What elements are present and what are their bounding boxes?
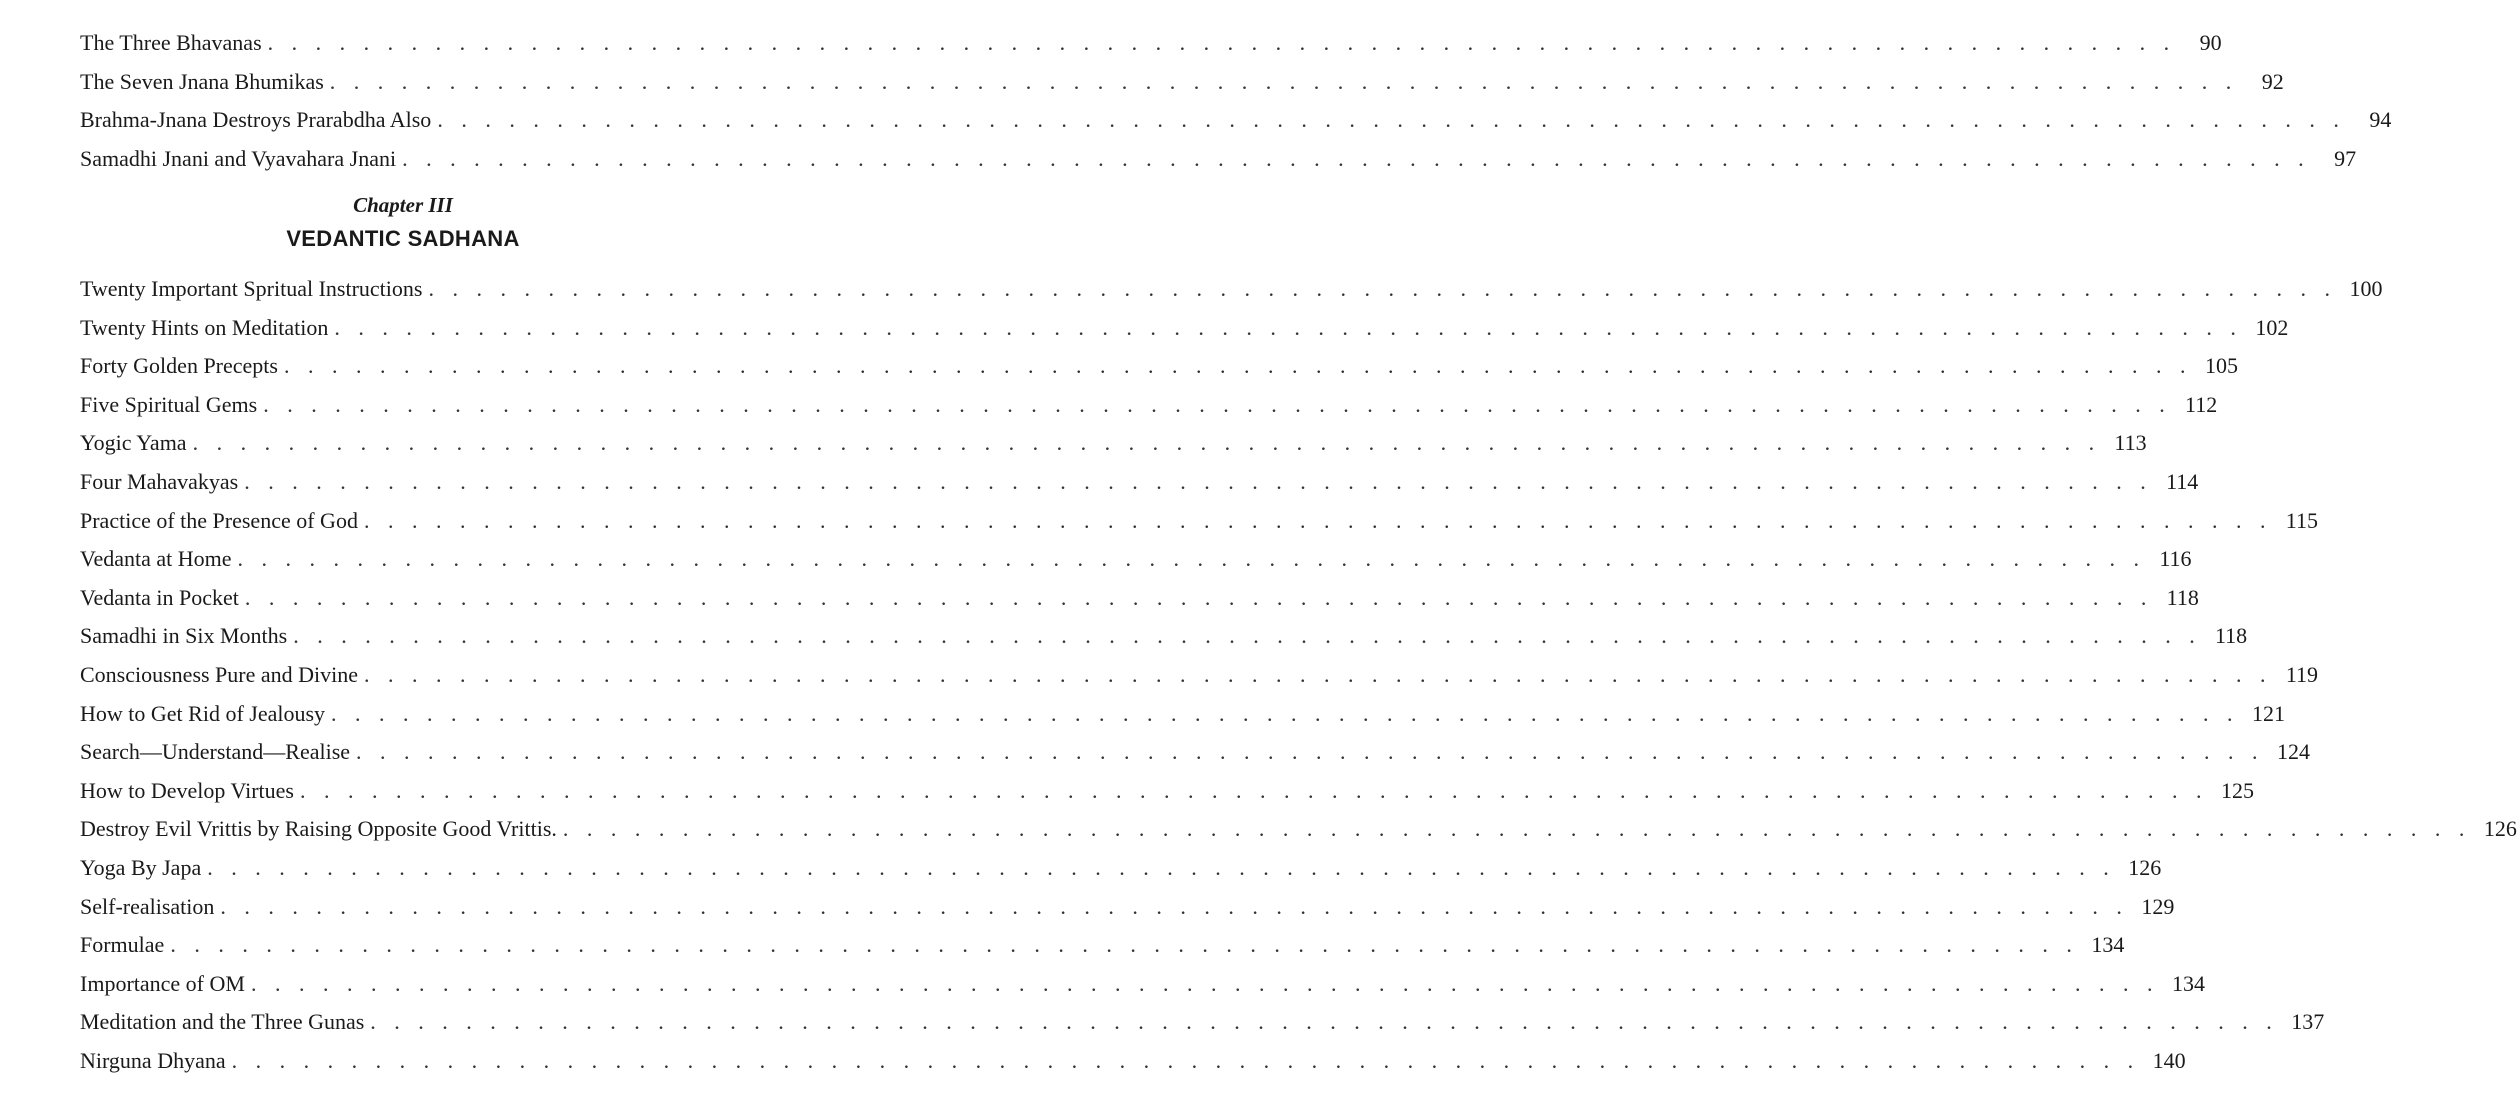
entry-title: Meditation and the Three Gunas <box>80 1009 365 1035</box>
entry-title: Brahma-Jnana Destroys Prarabdha Also <box>80 107 432 132</box>
entry-page: 113 <box>2114 430 2147 456</box>
entry-page: 129 <box>2141 893 2175 919</box>
entry-title: Destroy Evil Vrittis by Raising Opposite Good Vrittis. <box>80 816 557 842</box>
chapter-label: Chapter III <box>353 193 453 217</box>
entry-title: The Seven Jnana Bhumikas <box>80 68 324 94</box>
toc-entry <box>80 1046 2186 1076</box>
entry-page: 90 <box>2199 30 2222 55</box>
toc-entry <box>80 428 2147 458</box>
entry-page: 118 <box>2166 584 2199 610</box>
toc-entry <box>80 390 2218 420</box>
toc-entry <box>80 1007 2325 1037</box>
entry-page: 121 <box>2252 700 2286 726</box>
entry-title: Formulae <box>80 932 165 958</box>
dot-leader: . . . . . . . . . . . . . . . . . . . . . . . . . . . . . . . . . . . . . . . . . . . . . . . . . . . . . . . . . . . . . . . . . . . . . . . . . . . . . . . . <box>283 353 2192 379</box>
toc-entry <box>80 737 2311 767</box>
toc-entry <box>80 274 2383 304</box>
entry-page: 116 <box>2159 546 2192 572</box>
dot-leader: . . . . . . . . . . . . . . . . . . . . . . . . . . . . . . . . . . . . . . . . . . . . . . . . . . . . . . . . . . . . . . . . . . . . . . . . . . . . . . . . <box>237 546 2146 572</box>
entry-title: How to Develop Virtues <box>80 777 294 803</box>
entry-title: Yoga By Japa <box>80 855 202 880</box>
entry-page: 124 <box>2277 739 2311 765</box>
dot-leader: . . . . . . . . . . . . . . . . . . . . . . . . . . . . . . . . . . . . . . . . . . . . . . . . . . . . . . . . . . . . . . . . . . . . . . . . . . . . . . . . <box>363 507 2272 533</box>
dot-leader: . . . . . . . . . . . . . . . . . . . . . . . . . . . . . . . . . . . . . . . . . . . . . . . . . . . . . . . . . . . . . . . . . . . . . . . . . . . . . . . . <box>364 662 2273 687</box>
toc-entry <box>80 583 2199 613</box>
entry-page: 137 <box>2291 1009 2325 1035</box>
dot-leader: . . . . . . . . . . . . . . . . . . . . . . . . . . . . . . . . . . . . . . . . . . . . . . . . . . . . . . . . . . . . . . . . . . . . . . . . . . . . . . . . <box>250 970 2159 996</box>
entry-title: Samadhi Jnani and Vyavahara Jnani <box>80 145 397 171</box>
dot-leader: . . . . . . . . . . . . . . . . . . . . . . . . . . . . . . . . . . . . . . . . . . . . . . . . . . . . . . . . . . . . . . . . . . . . . . . . . . . . . . . . <box>267 30 2176 55</box>
entry-title: Search—Understand—Realise <box>80 739 351 765</box>
entry-title: Consciousness Pure and Divine <box>80 662 359 687</box>
entry-title: Practice of the Presence of God <box>80 507 358 533</box>
toc-entry <box>80 892 2175 922</box>
dot-leader: . . . . . . . . . . . . . . . . . . . . . . . . . . . . . . . . . . . . . . . . . . . . . . . . . . . . . . . . . . . . . . . . . . . . . . . . . . . . . . . . <box>356 739 2265 765</box>
entry-title: Self-realisation <box>80 893 215 919</box>
entry-title: How to Get Rid of Jealousy <box>80 700 326 726</box>
entry-title: Twenty Hints on Meditation <box>80 314 329 340</box>
entry-page: 125 <box>2220 777 2254 803</box>
toc-entry <box>80 699 2286 729</box>
dot-leader: . . . . . . . . . . . . . . . . . . . . . . . . . . . . . . . . . . . . . . . . . . . . . . . . . . . . . . . . . . . . . . . . . . . . . . . . . . . . . . . . <box>220 893 2129 919</box>
toc-entry <box>80 969 2205 999</box>
entry-page: 118 <box>2215 623 2248 649</box>
entry-title: Nirguna Dhyana <box>80 1048 226 1073</box>
entry-title: Vedanta in Pocket <box>80 584 239 610</box>
dot-leader: . . . . . . . . . . . . . . . . . . . . . . . . . . . . . . . . . . . . . . . . . . . . . . . . . . . . . . . . . . . . . . . . . . . . . . . . . . . . . . . . <box>293 623 2202 649</box>
entry-page: 134 <box>2171 970 2205 996</box>
dot-leader: . . . . . . . . . . . . . . . . . . . . . . . . . . . . . . . . . . . . . . . . . . . . . . . . . . . . . . . . . . . . . . . . . . . . . . . . . . . . . . . . <box>329 68 2238 94</box>
entry-title: Samadhi in Six Months <box>80 623 288 649</box>
entry-title: Yogic Yama <box>80 430 187 456</box>
entry-page: 126 <box>2128 855 2162 880</box>
entry-page: 119 <box>2285 662 2319 687</box>
dot-leader: . . . . . . . . . . . . . . . . . . . . . . . . . . . . . . . . . . . . . . . . . . . . . . . . . . . . . . . . . . . . . . . . . . . . . . . . . . . . . . . . <box>437 107 2346 132</box>
entry-title: Four Mahavakyas <box>80 469 239 494</box>
dot-leader: . . . . . . . . . . . . . . . . . . . . . . . . . . . . . . . . . . . . . . . . . . . . . . . . . . . . . . . . . . . . . . . . . . . . . . . . . . . . . . . . <box>263 391 2172 417</box>
toc-entry <box>80 544 2192 574</box>
toc-entry <box>80 506 2318 536</box>
entry-title: Forty Golden Precepts <box>80 353 278 379</box>
toc-entry <box>80 930 2125 960</box>
dot-leader: . . . . . . . . . . . . . . . . . . . . . . . . . . . . . . . . . . . . . . . . . . . . . . . . . . . . . . . . . . . . . . . . . . . . . . . . . . . . . . . . <box>170 932 2079 958</box>
entry-page: 134 <box>2091 932 2125 958</box>
toc-entry <box>80 660 2319 690</box>
entry-page: 112 <box>2185 391 2218 417</box>
dot-leader: . . . . . . . . . . . . . . . . . . . . . . . . . . . . . . . . . . . . . . . . . . . . . . . . . . . . . . . . . . . . . . . . . . . . . . . . . . . . . . . . <box>244 469 2153 494</box>
entry-page: 97 <box>2334 145 2357 171</box>
entry-title: Five Spiritual Gems <box>80 391 258 417</box>
entry-page: 140 <box>2152 1048 2186 1073</box>
toc-entry <box>80 67 2284 97</box>
dot-leader: . . . . . . . . . . . . . . . . . . . . . . . . . . . . . . . . . . . . . . . . . . . . . . . . . . . . . . . . . . . . . . . . . . . . . . . . . . . . . . . . <box>244 584 2153 610</box>
dot-leader: . . . . . . . . . . . . . . . . . . . . . . . . . . . . . . . . . . . . . . . . . . . . . . . . . . . . . . . . . . . . . . . . . . . . . . . . . . . . . . . . <box>331 700 2240 726</box>
toc-entry <box>80 144 2357 174</box>
dot-leader: . . . . . . . . . . . . . . . . . . . . . . . . . . . . . . . . . . . . . . . . . . . . . . . . . . . . . . . . . . . . . . . . . . . . . . . . . . . . . . . . <box>428 276 2337 301</box>
entry-page: 115 <box>2285 507 2318 533</box>
entry-page: 100 <box>2349 276 2383 301</box>
dot-leader: . . . . . . . . . . . . . . . . . . . . . . . . . . . . . . . . . . . . . . . . . . . . . . . . . . . . . . . . . . . . . . . . . . . . . . . . . . . . . . . . <box>231 1048 2140 1073</box>
toc-entry <box>80 28 2222 58</box>
dot-leader: . . . . . . . . . . . . . . . . . . . . . . . . . . . . . . . . . . . . . . . . . . . . . . . . . . . . . . . . . . . . . . . . . . . . . . . . . . . . . . . . <box>370 1009 2279 1035</box>
entry-page: 105 <box>2204 353 2238 379</box>
dot-leader: . . . . . . . . . . . . . . . . . . . . . . . . . . . . . . . . . . . . . . . . . . . . . . . . . . . . . . . . . . . . . . . . . . . . . . . . . . . . . . . . <box>334 314 2243 340</box>
dot-leader: . . . . . . . . . . . . . . . . . . . . . . . . . . . . . . . . . . . . . . . . . . . . . . . . . . . . . . . . . . . . . . . . . . . . . . . . . . . . . . . . <box>402 145 2311 171</box>
toc-entry <box>80 776 2254 806</box>
toc-entry <box>80 467 2199 497</box>
entry-page: 102 <box>2255 314 2289 340</box>
dot-leader: . . . . . . . . . . . . . . . . . . . . . . . . . . . . . . . . . . . . . . . . . . . . . . . . . . . . . . . . . . . . . . . . . . . . . . . . . . . . . . . . <box>192 430 2101 456</box>
toc-entry <box>80 313 2289 343</box>
toc-entry <box>80 105 2392 135</box>
entry-page: 126 <box>2483 816 2517 842</box>
entry-page: 114 <box>2166 469 2199 494</box>
toc-entry <box>80 814 2517 844</box>
entry-page: 92 <box>2261 68 2284 94</box>
dot-leader: . . . . . . . . . . . . . . . . . . . . . . . . . . . . . . . . . . . . . . . . . . . . . . . . . . . . . . . . . . . . . . . . . . . . . . . . . . . . . . . . <box>562 816 2471 842</box>
toc-entry <box>80 853 2162 883</box>
entry-page: 94 <box>2369 107 2392 132</box>
entry-title: Importance of OM <box>80 970 245 996</box>
toc-entry <box>80 351 2238 381</box>
entry-title: Vedanta at Home <box>80 546 232 572</box>
chapter-title: VEDANTIC SADHANA <box>286 226 520 251</box>
entry-title: The Three Bhavanas <box>80 30 262 55</box>
dot-leader: . . . . . . . . . . . . . . . . . . . . . . . . . . . . . . . . . . . . . . . . . . . . . . . . . . . . . . . . . . . . . . . . . . . . . . . . . . . . . . . . <box>207 855 2116 880</box>
dot-leader: . . . . . . . . . . . . . . . . . . . . . . . . . . . . . . . . . . . . . . . . . . . . . . . . . . . . . . . . . . . . . . . . . . . . . . . . . . . . . . . . <box>299 777 2208 803</box>
entry-title: Twenty Important Spritual Instructions <box>80 276 423 301</box>
toc-entry <box>80 621 2248 651</box>
